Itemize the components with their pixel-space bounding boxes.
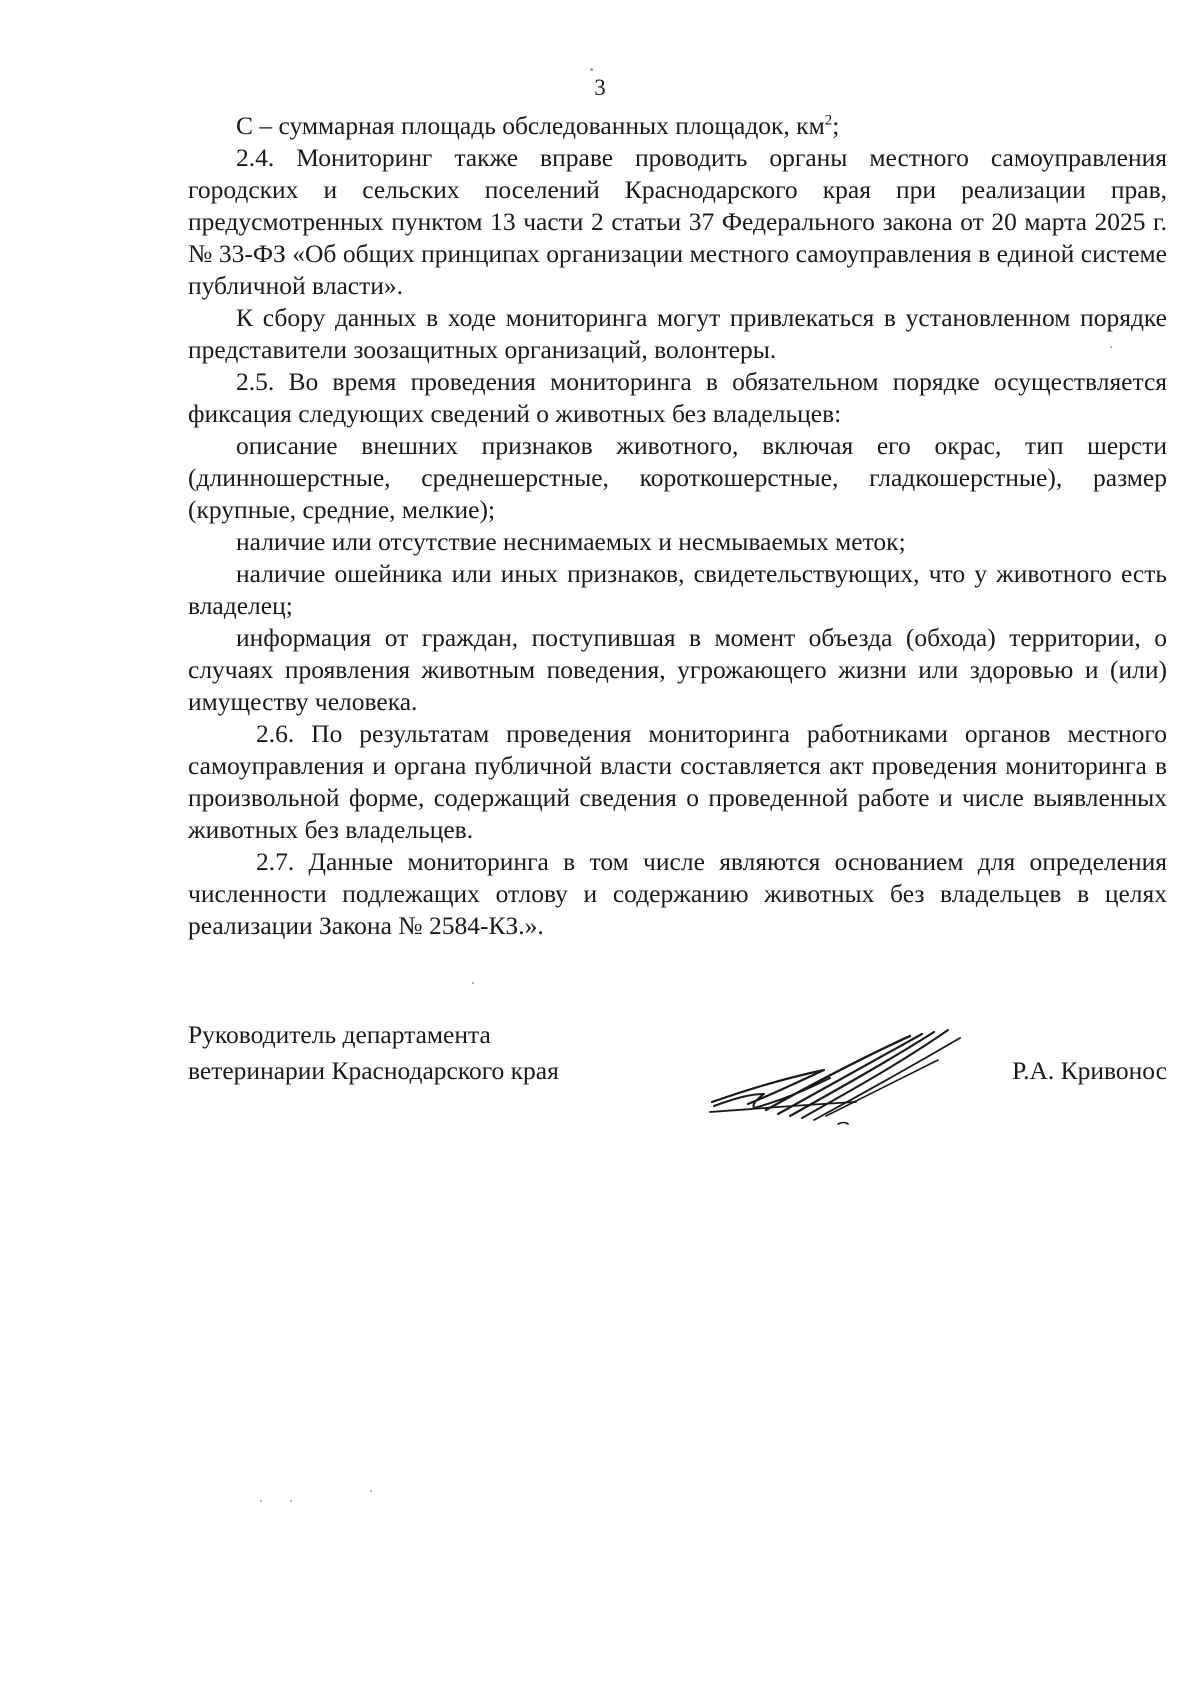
clause-2-5-item-collar: наличие ошейника или иных признаков, свидетельствующих, что у животного есть владелец; bbox=[188, 559, 1167, 620]
signatory-position-line-2: ветеринарии Краснодарского края bbox=[188, 1056, 559, 1085]
clause-2-4-volunteers: К сбору данных в ходе мониторинга могут привлекаться в установленном порядке представители зоозащитных организаций, волонтеры. bbox=[188, 303, 1167, 364]
clause-2-5-item-marks: наличие или отсутствие неснимаемых и несмываемых меток; bbox=[236, 527, 906, 556]
definition-text: С – суммарная площадь обследованных площадок, км bbox=[236, 111, 825, 140]
clause-2-6: 2.6. По результатам проведения мониторинга работниками органов местного самоуправления и органа публичной власти составляется акт проведения мониторинга в произвольной форме, содержащий сведения о проведенной работе и числе выявленных животных без владельцев. bbox=[188, 719, 1167, 844]
definition-end: ; bbox=[832, 111, 840, 140]
clause-2-5-item-appearance: описание внешних признаков животного, включая его окрас, тип шерсти (длинношерстные, среднешерстные, короткошерстные, гладкошерстные), размер (крупные, средние, мелкие); bbox=[188, 431, 1167, 524]
handwritten-signature-icon bbox=[706, 1020, 966, 1128]
scan-speck bbox=[472, 982, 474, 984]
scan-speck bbox=[370, 1490, 372, 1492]
document-body bbox=[188, 110, 1167, 942]
signatory-name: Р.А. Кривонос bbox=[1012, 1056, 1167, 1085]
scan-speck bbox=[1110, 346, 1112, 348]
clause-2-5: 2.5. Во время проведения мониторинга в обязательном порядке осуществляется фиксация следующих сведений о животных без владельцев: bbox=[188, 367, 1167, 428]
scan-speck bbox=[590, 68, 593, 71]
scan-speck bbox=[260, 1500, 262, 1502]
page-number: 3 bbox=[594, 75, 606, 100]
signatory-position bbox=[188, 1017, 559, 1089]
clause-2-5-item-citizens-info: информация от граждан, поступившая в момент объезда (обхода) территории, о случаях проявления животным поведения, угрожающего жизни или здоровью и (или) имуществу человека. bbox=[188, 623, 1167, 716]
superscript: 2 bbox=[824, 112, 833, 129]
clause-2-4: 2.4. Мониторинг также вправе проводить органы местного самоуправления городских и сельских поселений Краснодарского края при реализации прав, предусмотренных пунктом 13 части 2 статьи 37 Федерального закона от 20 марта 2025 г. № 33-ФЗ «Об общих принципах организации местного самоуправления в единой системе публичной власти». bbox=[188, 143, 1167, 300]
clause-2-7: 2.7. Данные мониторинга в том числе являются основанием для определения численности подлежащих отлову и содержанию животных без владельцев в целях реализации Закона № 2584-КЗ.». bbox=[188, 847, 1167, 940]
scan-speck bbox=[290, 1500, 292, 1502]
formula-variable-definition bbox=[188, 110, 1167, 142]
signatory-position-line-1: Руководитель департамента bbox=[188, 1020, 491, 1049]
